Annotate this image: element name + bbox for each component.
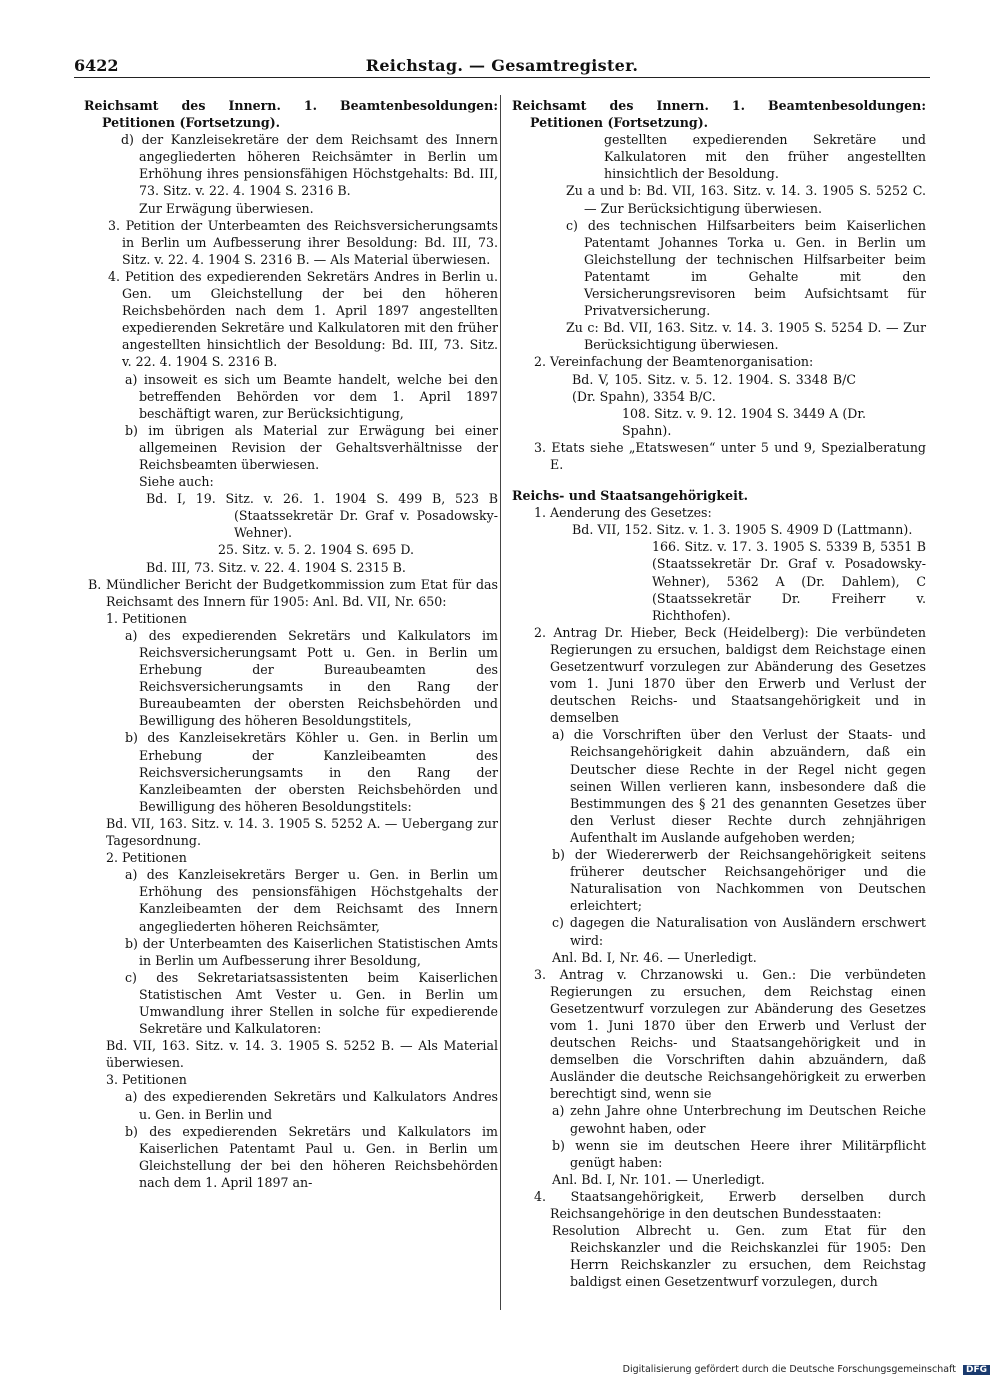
- entry-subitem: a) des expedierenden Sekretärs und Kalkulators Andres u. Gen. in Berlin und: [125, 1089, 498, 1122]
- header-rule: [74, 77, 930, 78]
- entry-item: 3. Petition der Unterbeamten des Reichsversicherungsamts in Berlin um Aufbesserung ihrer Besoldung: Bd. III, 73. Sitz. v. 22. 4. 1904 S. 2316 B. — Als Material überwiesen.: [108, 217, 498, 267]
- resolution-text: Resolution Albrecht u. Gen. zum Etat für den Reichskanzler und die Reichskanzlei für 1905: Den Herrn Reichskanzler zu ersuchen, dem Reichstag baldigst einen Gesetzentwurf vorzulegen, durch: [552, 1223, 926, 1290]
- entry-item: 1. Aenderung des Gesetzes:: [534, 505, 712, 521]
- see-also-label: Siehe auch:: [139, 474, 214, 490]
- reference-line: 166. Sitz. v. 17. 3. 1905 S. 5339 B, 5351 B (Staatssekretär Dr. Graf v. Posadowsky-Wehner), 5362 A (Dr. Dahlem), C (Staatssekretär Dr. Freiherr v. Richthofen).: [652, 539, 926, 623]
- dfg-logo: DFG: [963, 1365, 990, 1375]
- entry-subitem: c) des Sekretariatsassistenten beim Kaiserlichen Statistischen Amt Vester u. Gen. in Berlin um Umwandlung ihrer Stellen in solche für expedierende Sekretäre und Kalkulatoren:: [125, 969, 498, 1037]
- entry-decision: Zur Erwägung überwiesen.: [139, 200, 314, 216]
- entry-item: d) der Kanzleisekretäre der dem Reichsamt des Innern angegliederten höheren Reichsämter in Berlin um Erhöhung ihres pensionsfähigen Höchstgehalts: Bd. III, 73. Sitz. v. 22. 4. 1904 S. 2316 B.: [121, 132, 498, 199]
- reference-line: Anl. Bd. I, Nr. 46. — Unerledigt.: [552, 949, 757, 965]
- entry-subitem: a) insoweit es sich um Beamte handelt, welche bei den betreffenden Behörden vor dem 1. April 1897 beschäftigt waren, zur Berücksichtigung,: [125, 371, 498, 421]
- entry-continuation: gestellten expedierenden Sekretäre und Kalkulatoren mit den früher angestellten hinsichtlich der Besoldung.: [604, 132, 926, 182]
- reference-line: 108. Sitz. v. 9. 12. 1904 S. 3449 A (Dr. Spahn).: [622, 405, 866, 438]
- entry-item: 1. Petitionen: [106, 610, 187, 626]
- entry-subitem: b) des Kanzleisekretärs Köhler u. Gen. in Berlin um Erhebung der Kanzleibeamten des Reichsversicherungsamts in den Rang der Kanzleibeamten der obersten Reichsbehörden und Bewilligung des höheren Besoldungstitels:: [125, 730, 498, 814]
- entry-item: 2. Petitionen: [106, 850, 187, 866]
- right-column: [512, 97, 926, 1290]
- entry-subitem: a) zehn Jahre ohne Unterbrechung im Deutschen Reiche gewohnt haben, oder: [552, 1103, 926, 1136]
- section-heading-continued: Reichsamt des Innern. 1. Beamtenbesoldungen: Petitionen (Fortsetzung).: [512, 98, 926, 131]
- entry-item: 4. Staatsangehörigkeit, Erwerb derselben durch Reichsangehörige in den deutschen Bundesstaaten:: [534, 1188, 926, 1221]
- left-column: [84, 97, 498, 1191]
- entry-subitem: b) im übrigen als Material zur Erwägung bei einer allgemeinen Revision der Gehaltsverhältnisse der Reichsbeamten überwiesen.: [125, 422, 498, 472]
- reference-line: Zu a und b: Bd. VII, 163. Sitz. v. 14. 3. 1905 S. 5252 C. — Zur Berücksichtigung überwiesen.: [566, 183, 926, 216]
- footer-text: Digitalisierung gefördert durch die Deutsche Forschungsgemeinschaft: [622, 1364, 956, 1375]
- reference-line: Bd. III, 73. Sitz. v. 22. 4. 1904 S. 2315 B.: [146, 559, 406, 575]
- digitization-footer: [580, 1364, 990, 1375]
- reference-line: 25. Sitz. v. 5. 2. 1904 S. 695 D.: [218, 542, 414, 558]
- page-header: [74, 56, 930, 74]
- entry-item: 3. Etats siehe „Etatswesen“ unter 5 und 9, Spezialberatung E.: [534, 439, 926, 472]
- entry-subitem: b) des expedierenden Sekretärs und Kalkulators im Kaiserlichen Patentamt Paul u. Gen. in Berlin um Gleichstellung der bei den höheren Reichsbehörden nach dem 1. April 1897 an-: [125, 1123, 498, 1190]
- column-divider: [500, 95, 501, 1310]
- entry-item: 2. Antrag Dr. Hieber, Beck (Heidelberg): Die verbündeten Regierungen zu ersuchen, baldigst dem Reichstage einen Gesetzentwurf vorzulegen zur Abänderung des Gesetzes vom 1. Juni 1870 über den Erwerb und Verlust der deutschen Reichs- und Staatsangehörigkeit und in demselben: [534, 624, 926, 726]
- reference-line: Bd. VII, 163. Sitz. v. 14. 3. 1905 S. 5252 A. — Uebergang zur Tagesordnung.: [106, 815, 498, 849]
- entry-item: 3. Antrag v. Chrzanowski u. Gen.: Die verbündeten Regierungen zu ersuchen, dem Reichstag einen Gesetzentwurf vorzulegen zur Abänderung des Gesetzes vom 1. Juni 1870 über den Erwerb und Verlust der deutschen Reichs- und Staatsangehörigkeit und in demselben die Vorschriften dahin abzuändern, daß Ausländer die deutsche Reichsangehörigkeit zu erwerben berechtigt sind, wenn sie: [534, 966, 926, 1102]
- reference-line: Zu c: Bd. VII, 163. Sitz. v. 14. 3. 1905 S. 5254 D. — Zur Berücksichtigung überwiesen.: [566, 320, 926, 353]
- section-heading: Reichs- und Staatsangehörigkeit.: [512, 488, 749, 504]
- entry-subitem: a) des Kanzleisekretärs Berger u. Gen. in Berlin um Erhöhung des pensionsfähigen Höchstgehalts der Kanzleibeamten der dem Reichsamt des Innern angegliederten höheren Reichsämter,: [125, 867, 498, 934]
- entry-subitem: c) dagegen die Naturalisation von Ausländern erschwert wird:: [552, 915, 926, 948]
- entry-item: 3. Petitionen: [106, 1072, 187, 1088]
- section-heading-continued: Reichsamt des Innern. 1. Beamtenbesoldungen: Petitionen (Fortsetzung).: [84, 98, 498, 131]
- entry-subitem: a) die Vorschriften über den Verlust der Staats- und Reichsangehörigkeit dahin abzuändern, daß ein Deutscher diese Rechte in der Regel nicht gegen seinen Willen verlieren kann, insbesondere daß die Bestimmungen des § 21 des genannten Gesetzes über den Verlust dieser Rechte durch zehnjährigen Aufenthalt im Auslande aufgehoben werden;: [552, 727, 926, 845]
- reference-line: Bd. VII, 152. Sitz. v. 1. 3. 1905 S. 4909 D (Lattmann).: [572, 522, 913, 538]
- reference-line: Bd. I, 19. Sitz. v. 26. 1. 1904 S. 499 B, 523 B (Staatssekretär Dr. Graf v. Posadowsky-Wehner).: [146, 491, 498, 541]
- page-number: 6422: [74, 56, 119, 75]
- running-head: Reichstag. — Gesamtregister.: [365, 56, 639, 75]
- entry-item: 2. Vereinfachung der Beamtenorganisation:: [534, 354, 814, 370]
- entry-subitem: b) der Wiedererwerb der Reichsangehörigkeit seitens früherer deutscher Reichsangehöriger und die Naturalisation von Nachkommen von Deutschen erleichtert;: [552, 847, 926, 914]
- reference-line: Anl. Bd. I, Nr. 101. — Unerledigt.: [552, 1171, 765, 1187]
- entry-subitem: a) des expedierenden Sekretärs und Kalkulators im Reichsversicherungsamt Pott u. Gen. in Berlin um Erhebung der Bureaubeamten des Reichsversicherungsamts in den Rang der Bureaubeamten der obersten Reichsbehörden und Bewilligung des höheren Besoldungstitels,: [125, 627, 498, 729]
- reference-line: Bd. V, 105. Sitz. v. 5. 12. 1904. S. 3348 B/C (Dr. Spahn), 3354 B/C.: [572, 371, 856, 404]
- entry-subitem: c) des technischen Hilfsarbeiters beim Kaiserlichen Patentamt Johannes Torka u. Gen. in Berlin um Gleichstellung der technischen Hilfsarbeiter beim Patentamt im Gehalte mit den Versicherungsrevisoren beim Aufsichtsamt für Privatversicherung.: [566, 217, 926, 319]
- entry-subitem: b) der Unterbeamten des Kaiserlichen Statistischen Amts in Berlin um Aufbesserung ihrer Besoldung,: [125, 935, 498, 968]
- entry-subitem: b) wenn sie im deutschen Heere ihrer Militärpflicht genügt haben:: [552, 1137, 926, 1170]
- entry-item: 4. Petition des expedierenden Sekretärs Andres in Berlin u. Gen. um Gleichstellung der bei den höheren Reichsbehörden nach dem 1. April 1897 angestellten expedierenden Sekretäre und Kalkulatoren mit den früher angestellten hinsichtlich der Besoldung: Bd. III, 73. Sitz. v. 22. 4. 1904 S. 2316 B.: [108, 268, 498, 370]
- entry-item: B. Mündlicher Bericht der Budgetkommission zum Etat für das Reichsamt des Innern für 1905: Anl. Bd. VII, Nr. 650:: [88, 576, 498, 609]
- reference-line: Bd. VII, 163. Sitz. v. 14. 3. 1905 S. 5252 B. — Als Material überwiesen.: [106, 1038, 498, 1071]
